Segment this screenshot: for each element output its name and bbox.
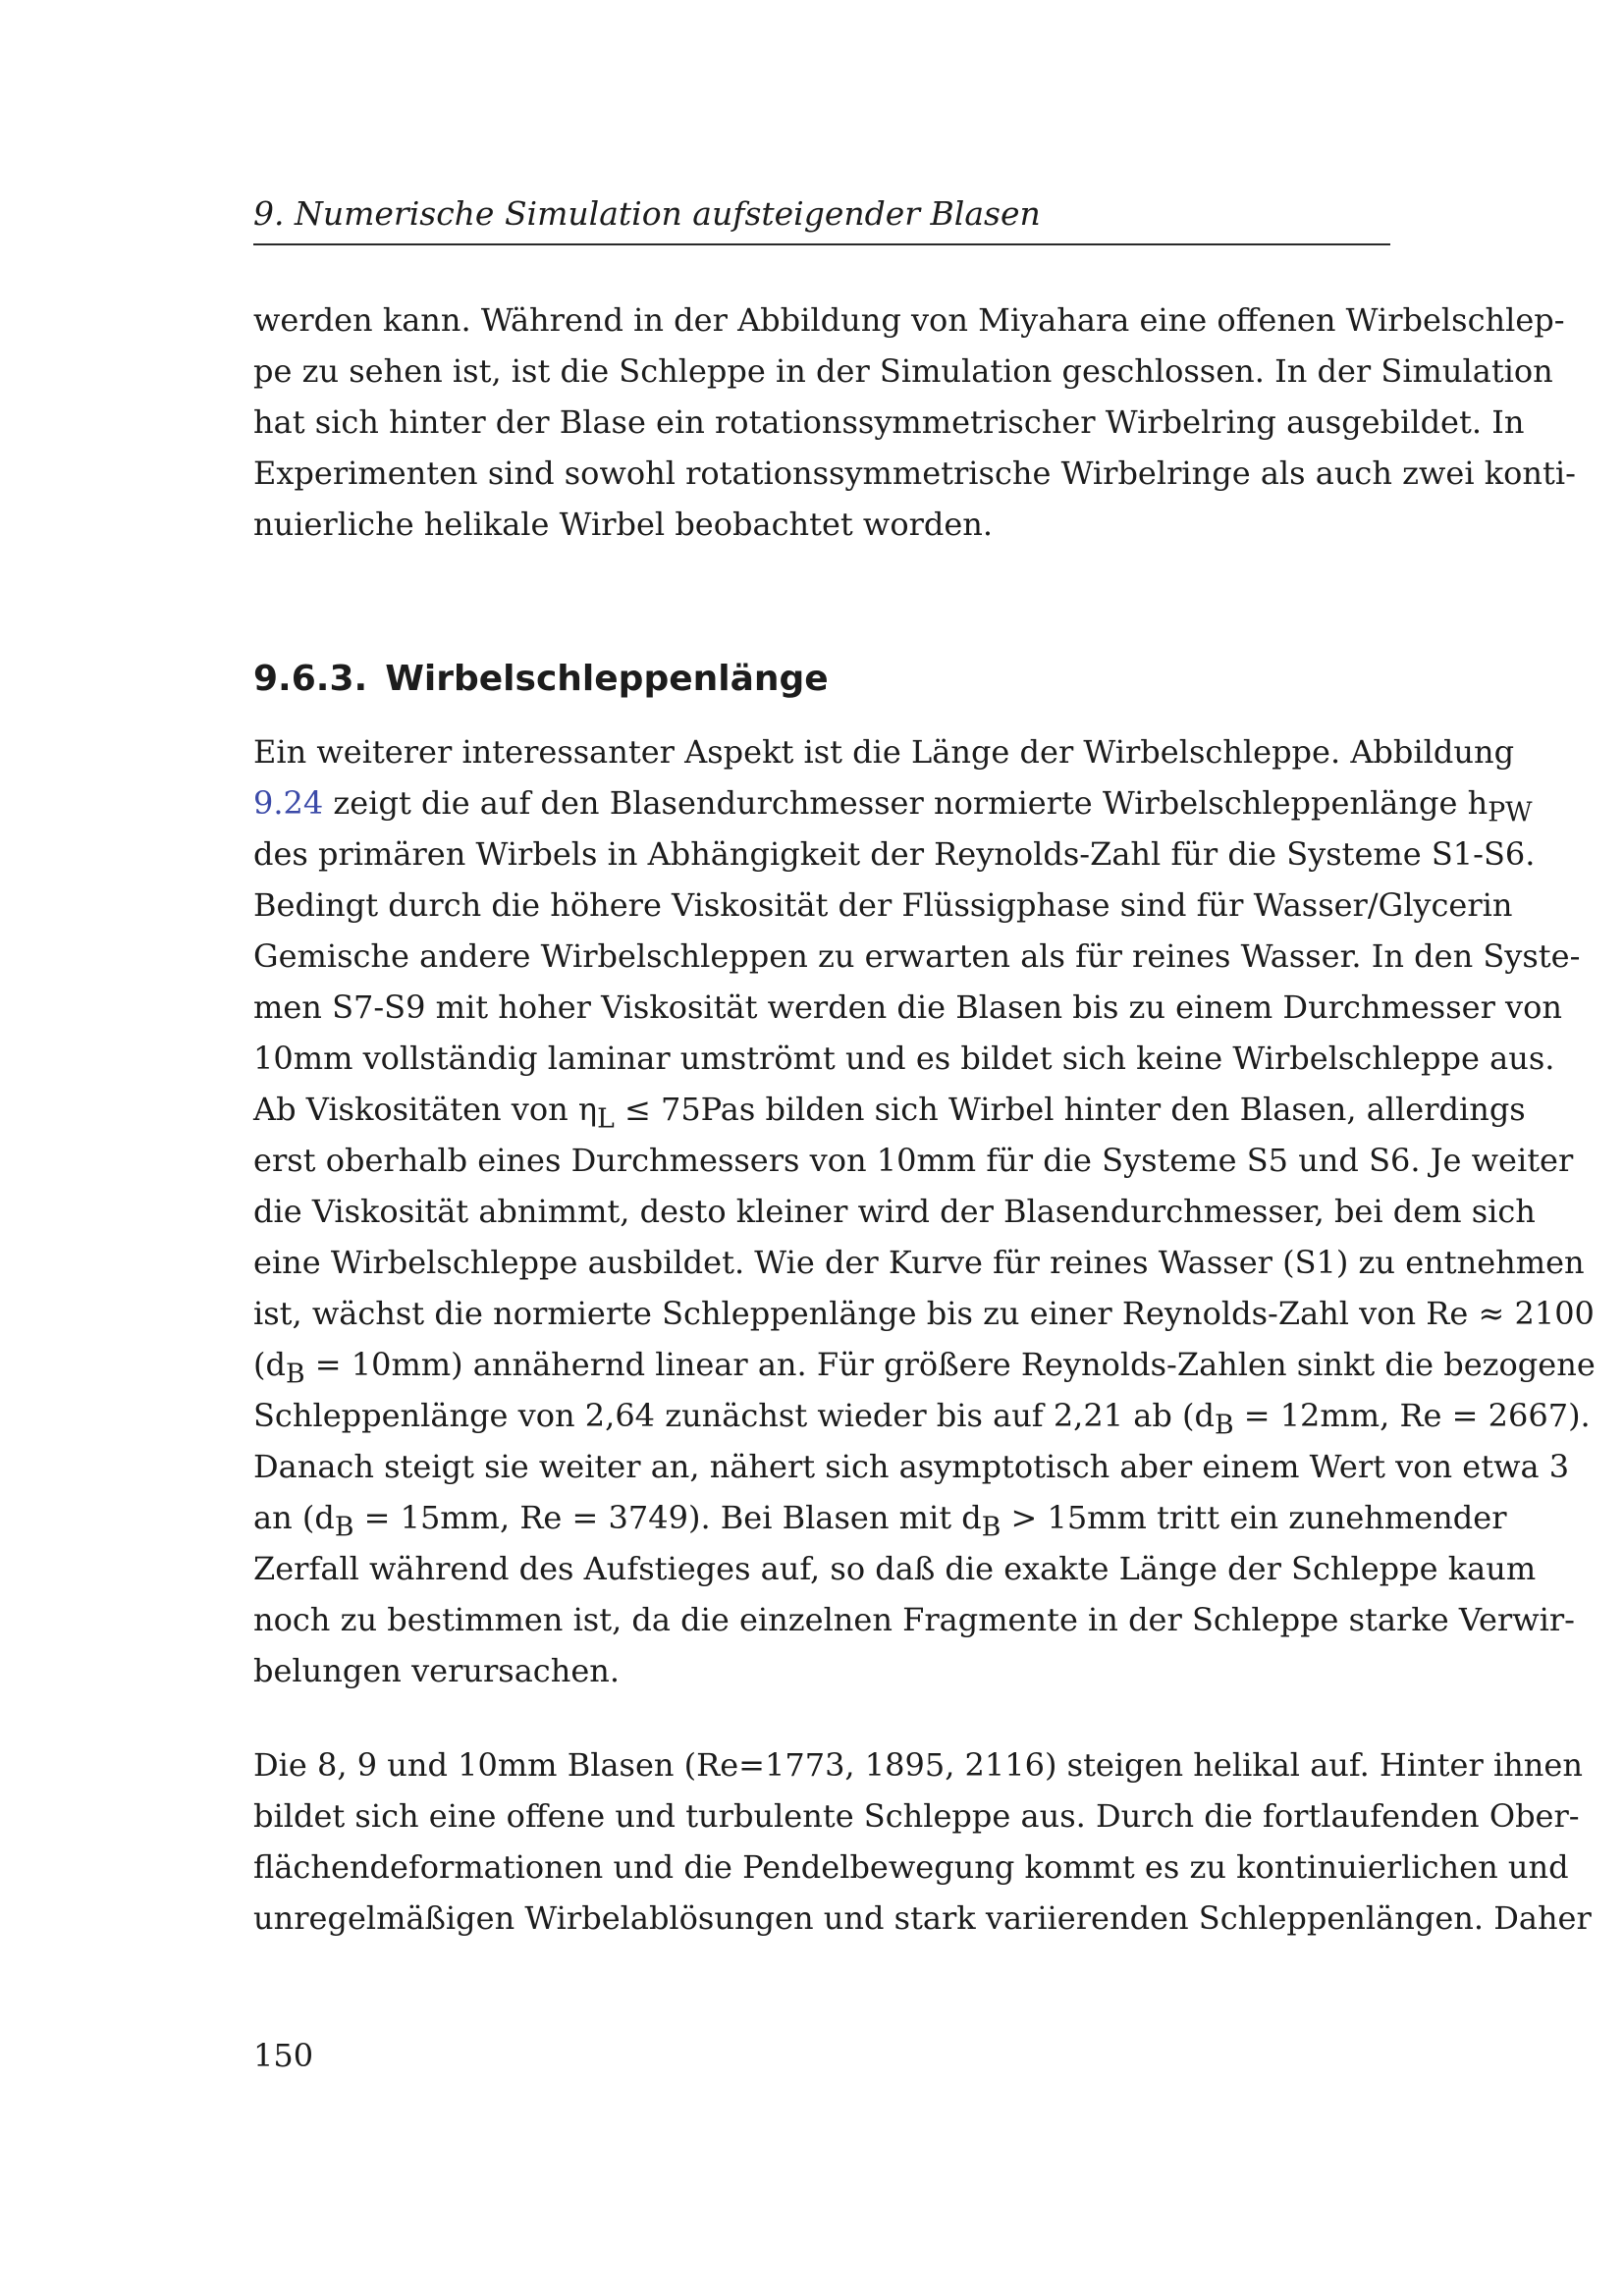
text-fragment: an (d	[253, 1499, 335, 1536]
text-line: unregelmäßigen Wirbelablösungen und stark variierenden Schleppenlängen. Daher	[253, 1899, 1592, 1937]
section-number: 9.6.3.	[253, 659, 368, 699]
text-line: werden kann. Während in der Abbildung von Miyahara eine offenen Wirbelschlep-	[253, 301, 1565, 339]
text-line	[253, 1394, 1591, 1447]
text-line: ist, wächst die normierte Schleppenlänge bis zu einer Reynolds-Zahl von Re ≈ 2100	[253, 1295, 1595, 1332]
figure-reference-link[interactable]: 9.24	[253, 784, 324, 822]
text-line: erst oberhalb eines Durchmessers von 10mm für die Systeme S5 und S6. Je weiter	[253, 1142, 1574, 1179]
text-fragment: Schleppenlänge von 2,64 zunächst wieder bis auf 2,21 ab (d	[253, 1397, 1215, 1434]
text-line: pe zu sehen ist, ist die Schleppe in der Simulation geschlossen. In der Simulation	[253, 352, 1553, 390]
text-line: des primären Wirbels in Abhängigkeit der Reynolds-Zahl für die Systeme S1-S6.	[253, 835, 1536, 873]
text-line: Experimenten sind sowohl rotationssymmetrische Wirbelringe als auch zwei konti-	[253, 454, 1576, 492]
text-line: Danach steigt sie weiter an, nähert sich asymptotisch aber einem Wert von etwa 3	[253, 1448, 1570, 1485]
text-line	[253, 781, 1533, 834]
text-fragment: ≤ 75Pas bilden sich Wirbel hinter den Blasen, allerdings	[614, 1091, 1526, 1128]
text-line: 10mm vollständig laminar umströmt und es bildet sich keine Wirbelschleppe aus.	[253, 1040, 1555, 1077]
text-fragment: > 15mm tritt ein zunehmender	[1001, 1499, 1507, 1536]
text-fragment: Ab Viskositäten von η	[253, 1091, 598, 1128]
running-head: 9. Numerische Simulation aufsteigender Blasen	[253, 194, 1041, 233]
text-line: Zerfall während des Aufstieges auf, so daß die exakte Länge der Schleppe kaum	[253, 1550, 1537, 1587]
text-line: men S7-S9 mit hoher Viskosität werden die Blasen bis zu einem Durchmesser von	[253, 988, 1562, 1026]
text-line: Bedingt durch die höhere Viskosität der Flüssigphase sind für Wasser/Glycerin	[253, 886, 1513, 924]
text-line	[253, 1343, 1596, 1396]
text-line: Gemische andere Wirbelschleppen zu erwarten als für reines Wasser. In den Syste-	[253, 937, 1581, 975]
subscript: B	[981, 1512, 1001, 1543]
subscript: B	[1214, 1410, 1234, 1441]
subscript: B	[334, 1512, 354, 1543]
text-line: Ein weiterer interessanter Aspekt ist die Länge der Wirbelschleppe. Abbildung	[253, 733, 1515, 771]
text-line	[253, 1088, 1526, 1141]
section-heading	[253, 656, 829, 703]
text-fragment: = 15mm, Re = 3749). Bei Blasen mit d	[353, 1499, 982, 1536]
section-title: Wirbelschleppenlänge	[385, 659, 829, 699]
subscript: PW	[1488, 797, 1533, 828]
text-line: die Viskosität abnimmt, desto kleiner wird der Blasendurchmesser, bei dem sich	[253, 1193, 1536, 1230]
subscript: B	[285, 1359, 305, 1390]
text-fragment: (d	[253, 1346, 286, 1383]
text-line: flächendeformationen und die Pendelbewegung kommt es zu kontinuierlichen und	[253, 1848, 1569, 1886]
page-number: 150	[253, 2037, 314, 2074]
header-rule	[253, 243, 1390, 245]
text-line: belungen verursachen.	[253, 1652, 621, 1689]
text-line: eine Wirbelschleppe ausbildet. Wie der Kurve für reines Wasser (S1) zu entnehmen	[253, 1244, 1585, 1281]
text-line	[253, 1496, 1507, 1549]
text-fragment: = 12mm, Re = 2667).	[1233, 1397, 1591, 1434]
text-line: bildet sich eine offene und turbulente Schleppe aus. Durch die fortlaufenden Ober-	[253, 1797, 1580, 1835]
text-line: hat sich hinter der Blase ein rotationssymmetrischer Wirbelring ausgebildet. In	[253, 403, 1525, 441]
text-fragment: = 10mm) annähernd linear an. Für größere Reynolds-Zahlen sinkt die bezogene	[304, 1346, 1596, 1383]
text-fragment: zeigt die auf den Blasendurchmesser normierte Wirbelschleppenlänge h	[333, 784, 1489, 822]
text-line: nuierliche helikale Wirbel beobachtet worden.	[253, 506, 994, 543]
text-line: Die 8, 9 und 10mm Blasen (Re=1773, 1895, 2116) steigen helikal auf. Hinter ihnen	[253, 1746, 1583, 1784]
text-line: noch zu bestimmen ist, da die einzelnen Fragmente in der Schleppe starke Verwir-	[253, 1601, 1575, 1638]
subscript: L	[597, 1103, 615, 1135]
